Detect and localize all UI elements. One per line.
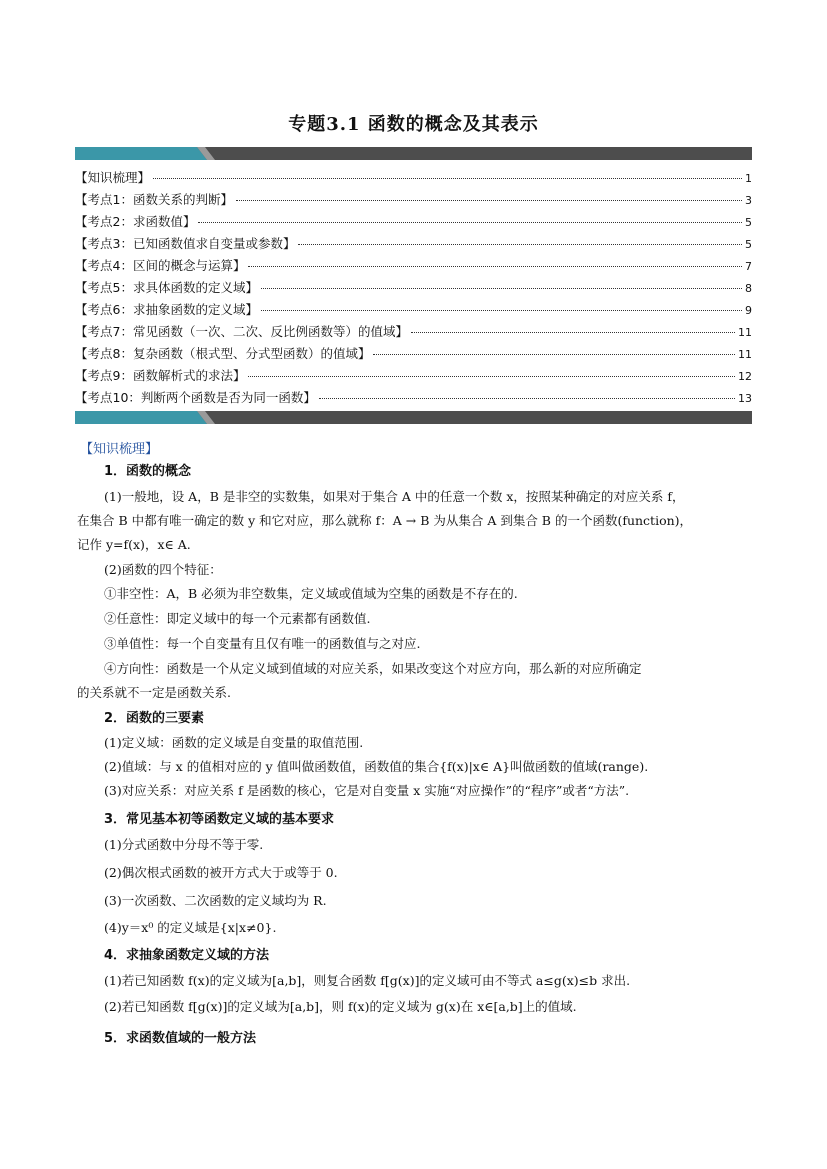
toc-entry[interactable]: 【考点1：函数关系的判断】 3 bbox=[75, 192, 752, 207]
toc-entry[interactable]: 【知识梳理】 1 bbox=[75, 170, 752, 185]
paragraph: 在集合 B 中都有唯一确定的数 y 和它对应，那么就称 f：A → B 为从集合 A 到集合 B 的一个函数(function)， bbox=[77, 513, 693, 528]
paragraph: (2)若已知函数 f[g(x)]的定义域为[a,b]，则 f(x)的定义域为 g(x)在 x∈[a,b]上的值域. bbox=[104, 999, 577, 1014]
toc-entry[interactable]: 【考点7：常见函数（一次、二次、反比例函数等）的值域】 11 bbox=[75, 324, 752, 339]
toc-entry[interactable]: 【考点3：已知函数值求自变量或参数】 5 bbox=[75, 236, 752, 251]
paragraph: 记作 y=f(x)，x∈ A. bbox=[77, 537, 191, 552]
toc-entry[interactable]: 【考点10：判断两个函数是否为同一函数】 13 bbox=[75, 390, 752, 405]
paragraph: (3)对应关系：对应关系 f 是函数的核心，它是对自变量 x 实施“对应操作”的“程序”或者“方法”. bbox=[104, 783, 630, 798]
table-of-contents bbox=[75, 168, 752, 410]
paragraph: (2)函数的四个特征： bbox=[104, 562, 222, 577]
paragraph: ③单值性：每一个自变量有且仅有唯一的函数值与之对应. bbox=[104, 636, 421, 651]
paragraph: (2)值域：与 x 的值相对应的 y 值叫做函数值，函数值的集合{f(x)|x∈ A}叫做函数的值域(range). bbox=[104, 759, 649, 774]
heading-2: 2．函数的三要素 bbox=[104, 711, 205, 726]
section-heading: 【知识梳理】 bbox=[80, 442, 159, 457]
heading-3: 3．常见基本初等函数定义域的基本要求 bbox=[104, 812, 335, 827]
paragraph: (1)若已知函数 f(x)的定义域为[a,b]，则复合函数 f[g(x)]的定义域可由不等式 a≤g(x)≤b 求出. bbox=[104, 973, 631, 988]
toc-entry[interactable]: 【考点4：区间的概念与运算】 7 bbox=[75, 258, 752, 273]
paragraph: (1)定义域：函数的定义域是自变量的取值范围. bbox=[104, 735, 364, 750]
paragraph: (1)分式函数中分母不等于零. bbox=[104, 837, 264, 852]
paragraph: ②任意性：即定义域中的每一个元素都有函数值. bbox=[104, 611, 371, 626]
paragraph: (3)一次函数、二次函数的定义域均为 R. bbox=[104, 893, 327, 908]
header-banner bbox=[75, 147, 752, 160]
toc-entry[interactable]: 【考点2：求函数值】 5 bbox=[75, 214, 752, 229]
divider-banner bbox=[75, 411, 752, 424]
paragraph: (4)y＝x⁰ 的定义域是{x|x≠0}. bbox=[104, 920, 277, 935]
paragraph: (1)一般地，设 A，B 是非空的实数集，如果对于集合 A 中的任意一个数 x，按照某种确定的对应关系 f， bbox=[104, 489, 685, 504]
heading-4: 4．求抽象函数定义域的方法 bbox=[104, 948, 270, 963]
toc-entry[interactable]: 【考点9：函数解析式的求法】 12 bbox=[75, 368, 752, 383]
heading-5: 5．求函数值域的一般方法 bbox=[104, 1031, 257, 1046]
paragraph: ①非空性：A，B 必须为非空数集，定义域或值域为空集的函数是不存在的. bbox=[104, 586, 518, 601]
paragraph: (2)偶次根式函数的被开方式大于或等于 0. bbox=[104, 865, 338, 880]
toc-entry[interactable]: 【考点6：求抽象函数的定义域】 9 bbox=[75, 302, 752, 317]
heading-1: 1．函数的概念 bbox=[104, 464, 192, 479]
paragraph: ④方向性：函数是一个从定义域到值域的对应关系，如果改变这个对应方向，那么新的对应所确定 bbox=[104, 661, 642, 676]
toc-entry[interactable]: 【考点5：求具体函数的定义域】 8 bbox=[75, 280, 752, 295]
toc-entry[interactable]: 【考点8：复杂函数（根式型、分式型函数）的值域】 11 bbox=[75, 346, 752, 361]
page-title: 专题3.1 函数的概念及其表示 bbox=[288, 114, 539, 135]
paragraph: 的关系就不一定是函数关系. bbox=[77, 685, 231, 700]
